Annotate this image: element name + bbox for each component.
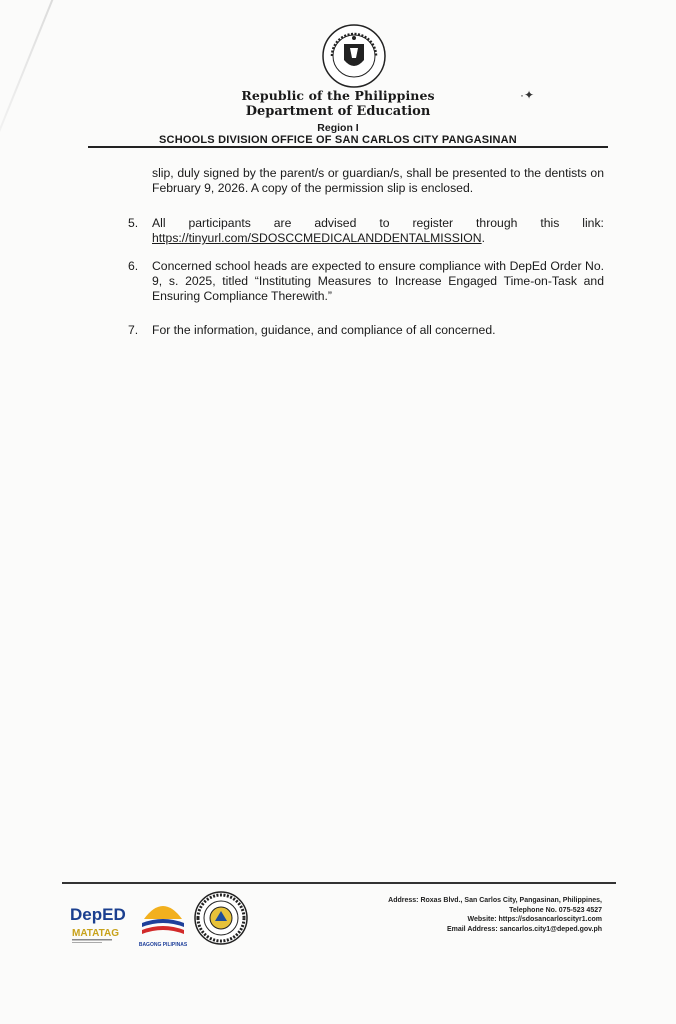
telephone-line: Telephone No. 075-523 4527 [509,906,602,914]
sdo-seal-icon [194,891,248,945]
svg-text:DepED: DepED [70,905,126,924]
item-number: 5. [128,216,139,230]
list-item-7 [128,323,604,338]
deped-matatag-logo-icon [68,896,130,946]
header-divider [88,146,608,148]
list-item-5: 5. All participants are advised to register through this link: https://tinyurl.com/SDOSCCMEDICALANDDENTALMISSION. [128,216,604,245]
list-item-6 [128,259,604,304]
address-line: Address: Roxas Blvd., San Carlos City, Pangasinan, Philippines, [388,897,602,904]
footer-divider [62,882,616,884]
stray-mark-icon: ·✦ [520,88,535,102]
email-line: Email Address: sancarlos.city1@deped.gov.ph [446,925,602,933]
website-line: Website: https://sdosancarloscityr1.com [467,916,602,923]
item-number: 6. [128,259,139,273]
bagong-pilipinas-logo-icon [138,893,188,949]
item-6-text: Concerned school heads are expected to ensure compliance with DepEd Order No. 9, s. 2025, titled “Instituting Measures to Increase Engaged Time-on-Task and Ensuring Compliance Therewith.” [152,259,604,303]
republic-heading: Republic of the Philippines [241,88,435,103]
svg-text:BAGONG PILIPINAS: BAGONG PILIPINAS [138,942,188,948]
department-heading: Department of Education [245,104,431,119]
registration-link[interactable]: https://tinyurl.com/SDOSCCMEDICALANDDENTALMISSION [152,231,482,245]
item-number: 7. [128,323,139,337]
deped-seal-icon [322,24,386,88]
item-5-line: All participants are advised to register through this link: [152,216,604,230]
office-heading: SCHOOLS DIVISION OFFICE OF SAN CARLOS CITY PANGASINAN [159,134,517,146]
svg-text:MATATAG: MATATAG [72,928,120,939]
region-heading: Region I [317,122,359,134]
item-7-text: For the information, guidance, and compliance of all concerned. [152,323,496,337]
continuation-paragraph: slip, duly signed by the parent/s or guardian/s, shall be presented to the dentists on February 9, 2026. A copy of the permission slip is enclosed. [152,166,604,195]
footer-address-block [388,896,602,934]
